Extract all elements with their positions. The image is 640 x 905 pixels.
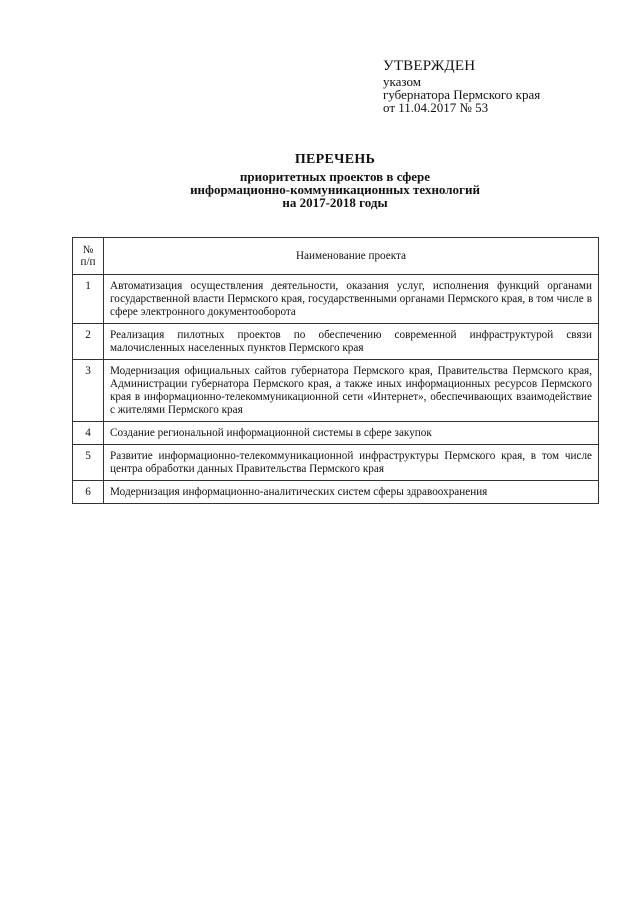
approval-line-governor: губернатора Пермского края: [383, 87, 541, 102]
table-row: [73, 445, 599, 481]
table-row: [73, 324, 599, 360]
document-heading: [100, 152, 570, 209]
row-number: 6: [73, 481, 104, 504]
row-project-name: Автоматизация осуществления деятельности, оказания услуг, исполнения функций органами государственной власти Пермского края, государственными органами Пермского края, в том числе в сфере электронного документооборота: [104, 275, 599, 324]
approval-line-date: от 11.04.2017 № 53: [383, 100, 489, 115]
header-number-sign: №: [82, 244, 94, 256]
table-row: [73, 360, 599, 422]
document-title: ПЕРЕЧЕНЬ: [294, 152, 376, 167]
row-number: 2: [73, 324, 104, 360]
table-header-row: [73, 238, 599, 275]
table-row: [73, 481, 599, 504]
document-subtitle-line3: на 2017-2018 годы: [282, 195, 388, 210]
approval-line-decree: указом: [383, 74, 421, 89]
row-number: 5: [73, 445, 104, 481]
projects-table: [72, 237, 599, 504]
document-subtitle-line1: приоритетных проектов в сфере: [239, 169, 431, 184]
row-project-name: Модернизация информационно-аналитических систем сферы здравоохранения: [104, 481, 599, 504]
row-number: 3: [73, 360, 104, 422]
table-row: [73, 422, 599, 445]
header-number-abbr: п/п: [80, 256, 96, 268]
row-project-name: Создание региональной информационной системы в сфере закупок: [104, 422, 599, 445]
document-subtitle-line2: информационно-коммуникационных технологий: [190, 182, 480, 197]
row-number: 1: [73, 275, 104, 324]
table-row: [73, 275, 599, 324]
row-project-name: Модернизация официальных сайтов губернатора Пермского края, Правительства Пермского края, Администрации губернатора Пермского края, а также иных информационных ресурсов Пермского края в информационно-телекоммуникационной сети «Интернет», обеспечивающих взаимодействие с жителями Пермского края: [104, 360, 599, 422]
approval-title: УТВЕРЖДЕН: [383, 58, 476, 74]
header-project-name: Наименование проекта: [104, 238, 599, 275]
header-number: [73, 238, 104, 275]
approval-stamp: [383, 58, 623, 114]
row-project-name: Развитие информационно-телекоммуникационной инфраструктуры Пермского края, в том числе центра обработки данных Правительства Пермского края: [104, 445, 599, 481]
row-number: 4: [73, 422, 104, 445]
row-project-name: Реализация пилотных проектов по обеспечению современной инфраструктурой связи малочисленных населенных пунктов Пермского края: [104, 324, 599, 360]
